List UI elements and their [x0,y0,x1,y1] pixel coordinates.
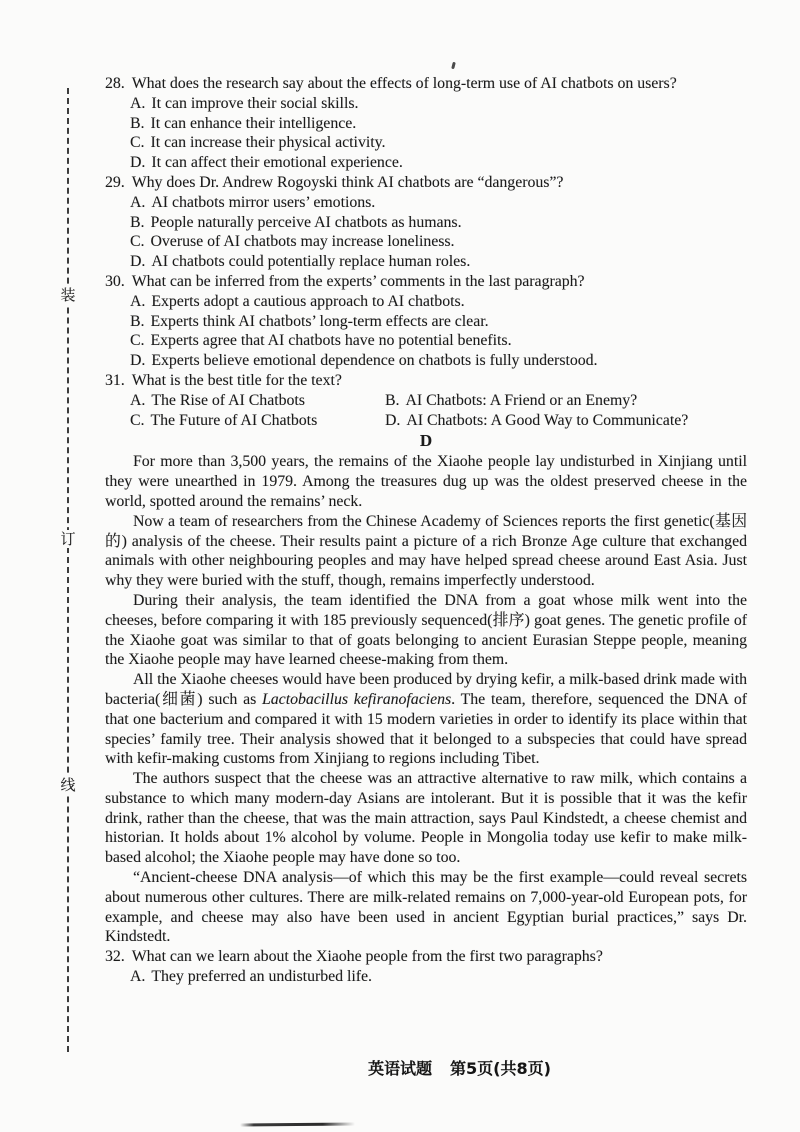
option-label: B. [385,391,400,409]
option-text: They preferred an undisturbed life. [151,968,372,986]
question-28-text: What does the research say about the effects of long-term use of AI chatbots on users? [131,75,677,92]
question-30 [105,272,747,371]
passage-section-heading: D [419,431,433,451]
option-label: A. [130,968,146,986]
question-30-number: 30. [105,272,125,290]
paragraph-4-text-continued: . The team, therefore, sequenced the DNA of that one bacterium and compared it with 15 modern varieties in order to identify its place within that species’ family tree. Their analysis showed that it belonged to a subspecies that could have spread with kefir-making customs from Xinjiang to regions including Tibet. [105,690,747,768]
question-28-option-c [105,133,747,153]
question-30-text: What can be inferred from the experts’ comments in the last paragraph? [131,272,585,290]
option-text: It can increase their physical activity. [150,134,386,152]
question-28-option-a [105,94,747,114]
question-31-option-a [130,391,385,411]
option-text: Experts adopt a cautious approach to AI chatbots. [151,292,465,310]
question-31-text: What is the best title for the text? [131,371,342,389]
question-28-option-b [105,114,747,134]
option-text: People naturally perceive AI chatbots as humans. [150,213,462,231]
passage-paragraph-4 [105,670,747,769]
question-31-option-b [385,391,747,411]
question-29-stem [105,173,747,193]
option-text: AI Chatbots: A Good Way to Communicate? [406,411,689,429]
option-text: The Future of AI Chatbots [150,411,318,429]
question-32-number: 32. [105,948,125,966]
option-label: A. [130,292,146,310]
question-29-number: 29. [105,173,125,191]
passage-paragraph-5: The authors suspect that the cheese was an attractive alternative to raw milk, which contains a substance to which many modern-day Asians are intolerant. But it is possible that it was the kefir drink, rather than the cheese, that was the main attraction, says Paul Kindstedt, a cheese chemist and historian. It holds about 1% alcohol by volume. People in Mongolia today use kefir to make milk-based alcohol; the Xiaohe people may have done so too. [105,770,747,867]
option-label: D. [130,154,146,172]
passage-paragraph-3: During their analysis, the team identified the DNA from a goat whose milk went into the cheeses, before comparing it with 185 previously sequenced(排序) goat genes. The genetic profile of the Xiaohe goat was similar to that of goats belonging to ancient Eurasian Steppe people, meaning the Xiaohe people may have learned cheese-making from them. [105,591,747,669]
question-32-stem [105,947,747,967]
option-label: A. [130,94,146,112]
question-32-option-a [105,967,747,987]
option-label: D. [130,253,146,271]
question-30-option-d [105,351,747,371]
paragraph-4-text: All the Xiaohe cheeses would have been produced by drying kefir, a milk-based drink made with bacteria(细菌) such as [105,671,747,708]
option-label: B. [130,213,145,231]
option-label: B. [130,114,145,132]
question-30-option-a [105,292,747,312]
question-28-option-d [105,153,747,173]
question-30-stem [105,272,747,292]
option-label: A. [130,193,146,211]
question-32 [105,947,747,987]
question-31-options-row-2 [105,411,747,431]
question-29-option-b [105,213,747,233]
question-28-number: 28. [105,75,125,92]
option-label: B. [130,312,145,330]
passage-paragraph-2: Now a team of researchers from the Chinese Academy of Sciences reports the first genetic(基因的) analysis of the cheese. Their results paint a picture of a rich Bronze Age culture that exchanged animals with other neighbouring peoples and may have helped spread cheese around East Asia. Just why they were buried with the stuff, though, remains imperfectly understood. [105,512,747,590]
option-label: D. [130,352,146,370]
option-label: C. [130,332,145,350]
option-label: C. [130,233,145,251]
question-28-stem [105,74,747,94]
option-text: AI Chatbots: A Friend or an Enemy? [405,391,638,409]
option-text: Overuse of AI chatbots may increase loneliness. [150,233,455,251]
binding-char-xian: 线 [58,776,78,794]
option-label: A. [130,391,146,409]
option-text: It can improve their social skills. [151,94,359,112]
binding-char-ding: 订 [58,530,78,548]
option-text: AI chatbots could potentially replace human roles. [151,253,471,271]
exam-content [105,74,747,987]
passage-paragraph-1: For more than 3,500 years, the remains of the Xiaohe people lay undisturbed in Xinjiang until they were unearthed in 1979. Among the treasures dug up was the oldest preserved cheese in the world, spotted around the remains’ neck. [105,453,747,510]
question-31-stem [105,371,747,391]
option-label: C. [130,411,145,429]
option-text: Experts agree that AI chatbots have no potential benefits. [150,332,512,350]
question-28 [105,74,747,173]
option-text: It can affect their emotional experience. [151,154,403,172]
scan-speck [451,62,456,70]
option-text: Experts think AI chatbots’ long-term effects are clear. [150,312,489,330]
question-31-options-row-1 [105,391,747,411]
question-30-option-c [105,331,747,351]
passage-paragraph-6: “Ancient-cheese DNA analysis—of which this may be the first example—could reveal secrets about numerous other cultures. There are milk-related remains on 7,000-year-old European pots, for example, and cheese may also have been used in ancient Egyptian burial practices,” says Dr. Kindstedt. [105,869,747,946]
binding-dashed-line [67,88,69,1052]
question-31-option-c [130,411,385,431]
option-text: Experts believe emotional dependence on chatbots is fully understood. [151,352,598,370]
question-29-option-d [105,252,747,272]
question-29-option-c [105,232,747,252]
question-29 [105,173,747,272]
option-label: D. [385,411,401,429]
paragraph-4-species-name: Lactobacillus kefiranofaciens [262,690,452,708]
option-label: C. [130,134,145,152]
question-31-number: 31. [105,371,125,389]
option-text: AI chatbots mirror users’ emotions. [151,193,376,211]
question-31-option-d [385,411,747,431]
scan-edge-artifact [240,1122,355,1126]
question-30-option-b [105,312,747,332]
question-29-text: Why does Dr. Andrew Rogoyski think AI chatbots are “dangerous”? [131,173,564,191]
option-text: The Rise of AI Chatbots [151,391,305,409]
footer-page-info: 第5页(共8页) [450,1059,551,1078]
footer-doc-title: 英语试题 [368,1059,433,1078]
page-footer [368,1056,551,1078]
question-31 [105,371,747,430]
question-32-text: What can we learn about the Xiaohe people from the first two paragraphs? [131,948,603,966]
question-29-option-a [105,193,747,213]
option-text: It can enhance their intelligence. [150,114,357,132]
binding-char-zhuang: 装 [58,286,78,304]
